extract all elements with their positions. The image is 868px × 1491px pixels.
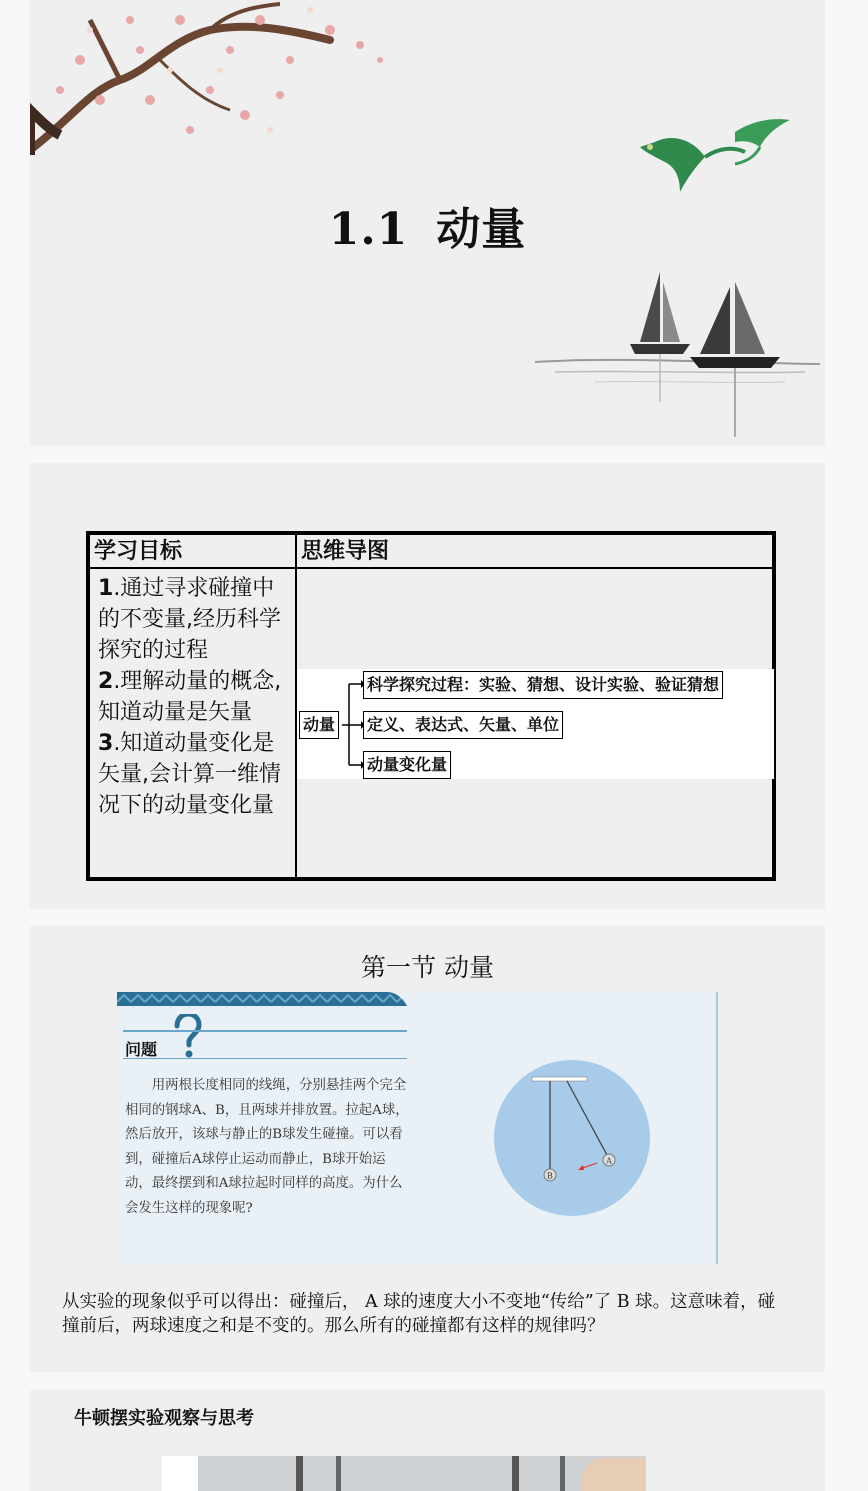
page-title [30,193,825,257]
mindmap-diagram [297,669,774,779]
title-text: 动量 [436,204,527,255]
divider [123,1030,407,1032]
slide-newton-cradle[interactable] [30,1390,825,1491]
goals-list [98,573,293,821]
goal-item: 1.通过寻求碰撞中的不变量,经历科学探究的过程 [98,576,281,663]
slide-learning-goals[interactable] [30,463,825,909]
goal-item: 2.理解动量的概念,知道动量是矢量 [98,669,282,725]
goals-header: 学习目标 [90,535,295,569]
ball-b-label: B [547,1171,553,1181]
slide-heading: 牛顿摆实验观察与思考 [74,1408,254,1429]
goal-item: 3.知道动量变化是矢量,会计算一维情况下的动量变化量 [98,731,281,818]
ball-a-label: A [606,1156,612,1166]
mindmap-branch: 定义、表达式、矢量、单位 [363,711,563,739]
newtons-cradle-photo [162,1456,646,1491]
pendulum-illustration [492,1058,652,1218]
question-mark-icon [171,1014,203,1058]
body-paragraph: 从实验的现象似乎可以得出：碰撞后， A 球的速度大小不变地“传给”了 B 球。这意味着，碰撞前后，两球速度之和是不变的。那么所有的碰撞都有这样的规律吗？ [62,1292,776,1336]
card-header-band [117,992,718,1008]
question-text: 用两根长度相同的线绳，分别悬挂两个完全相同的钢球A、B，且两球并排放置。拉起A球，然后放开，该球与静止的B球发生碰撞。可以看到，碰撞后A球停止运动而静止，B球开始运动，最终摆到和A球拉起时同样的高度。为什么会发生这样的现象呢? [125,1078,409,1216]
mindmap-root: 动量 [299,711,339,739]
plum-blossom-illustration [30,0,400,160]
slide-momentum-intro[interactable] [30,926,825,1372]
swallows-illustration [635,112,795,197]
mindmap-branch: 科学探究过程：实验、猜想、设计实验、验证猜想 [363,671,723,699]
mindmap-header: 思维导图 [297,535,772,569]
question-card [117,992,718,1264]
question-heading: 问题 [125,1040,158,1059]
section-title: 第一节 动量 [361,953,494,982]
sailboats-illustration [535,262,825,442]
divider [123,1058,407,1059]
title-number: 1.1 [328,204,409,255]
goals-table [86,531,776,881]
slide-title[interactable] [30,0,825,446]
mindmap-branch: 动量变化量 [363,751,451,779]
